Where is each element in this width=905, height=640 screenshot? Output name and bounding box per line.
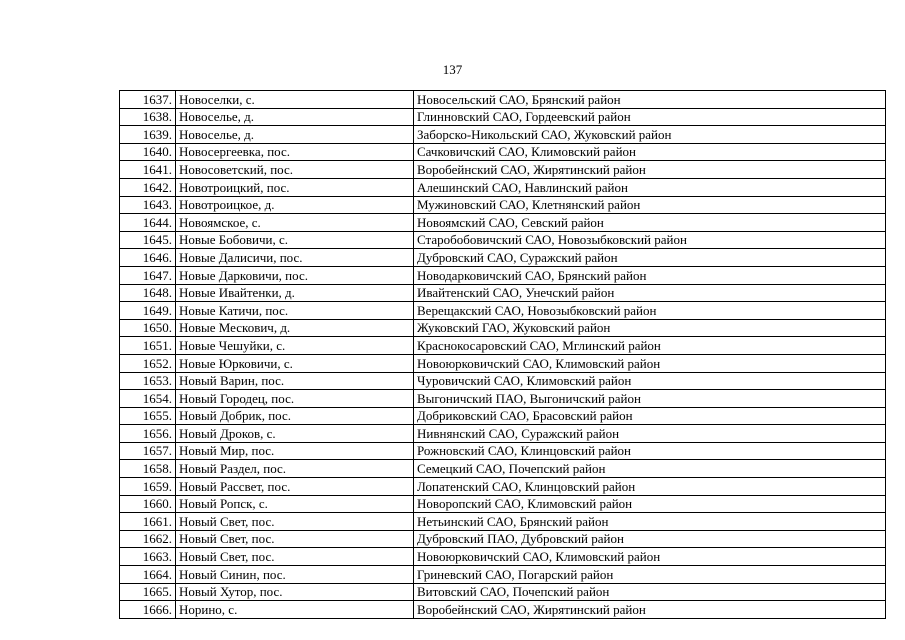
settlement-name: Новотроицкий, пос. — [176, 178, 414, 196]
table-row — [120, 126, 886, 144]
table-row — [120, 143, 886, 161]
table-row — [120, 407, 886, 425]
row-number: 1661. — [120, 513, 176, 531]
table-row — [120, 196, 886, 214]
administrative-unit: Дубровский ПАО, Дубровский район — [414, 530, 886, 548]
table-row — [120, 108, 886, 126]
settlement-name: Новоямское, с. — [176, 214, 414, 232]
table-row — [120, 319, 886, 337]
table-row — [120, 513, 886, 531]
table-row — [120, 425, 886, 443]
row-number: 1648. — [120, 284, 176, 302]
administrative-unit: Краснокосаровский САО, Мглинский район — [414, 337, 886, 355]
row-number: 1664. — [120, 566, 176, 584]
row-number: 1649. — [120, 302, 176, 320]
row-number: 1665. — [120, 583, 176, 601]
administrative-unit: Заборско-Никольский САО, Жуковский район — [414, 126, 886, 144]
row-number: 1641. — [120, 161, 176, 179]
administrative-unit: Новоропский САО, Климовский район — [414, 495, 886, 513]
table-row — [120, 495, 886, 513]
row-number: 1643. — [120, 196, 176, 214]
settlement-name: Новый Ропск, с. — [176, 495, 414, 513]
table-row — [120, 530, 886, 548]
row-number: 1642. — [120, 178, 176, 196]
row-number: 1652. — [120, 354, 176, 372]
settlement-name: Новоселье, д. — [176, 126, 414, 144]
administrative-unit: Нивнянский САО, Суражский район — [414, 425, 886, 443]
settlement-name: Новый Свет, пос. — [176, 548, 414, 566]
settlement-name: Новые Катичи, пос. — [176, 302, 414, 320]
administrative-unit: Новоямский САО, Севский район — [414, 214, 886, 232]
settlement-name: Новый Варин, пос. — [176, 372, 414, 390]
settlement-name: Новый Хутор, пос. — [176, 583, 414, 601]
administrative-unit: Воробейнский САО, Жирятинский район — [414, 601, 886, 619]
row-number: 1644. — [120, 214, 176, 232]
settlement-name: Новые Дарковичи, пос. — [176, 266, 414, 284]
table-row — [120, 601, 886, 619]
settlement-name: Новые Бобовичи, с. — [176, 231, 414, 249]
row-number: 1653. — [120, 372, 176, 390]
administrative-unit: Мужиновский САО, Клетнянский район — [414, 196, 886, 214]
row-number: 1658. — [120, 460, 176, 478]
settlement-name: Норино, с. — [176, 601, 414, 619]
administrative-unit: Глинновский САО, Гордеевский район — [414, 108, 886, 126]
settlement-name: Новые Далисичи, пос. — [176, 249, 414, 267]
settlement-name: Новый Раздел, пос. — [176, 460, 414, 478]
row-number: 1645. — [120, 231, 176, 249]
administrative-unit: Лопатенский САО, Клинцовский район — [414, 478, 886, 496]
row-number: 1659. — [120, 478, 176, 496]
settlement-name: Новые Ивайтенки, д. — [176, 284, 414, 302]
row-number: 1646. — [120, 249, 176, 267]
table-row — [120, 231, 886, 249]
administrative-unit: Добриковский САО, Брасовский район — [414, 407, 886, 425]
row-number: 1663. — [120, 548, 176, 566]
row-number: 1650. — [120, 319, 176, 337]
row-number: 1639. — [120, 126, 176, 144]
table-row — [120, 390, 886, 408]
table-row — [120, 284, 886, 302]
table-row — [120, 566, 886, 584]
administrative-unit: Дубровский САО, Суражский район — [414, 249, 886, 267]
administrative-unit: Новодарковичский САО, Брянский район — [414, 266, 886, 284]
row-number: 1651. — [120, 337, 176, 355]
row-number: 1637. — [120, 91, 176, 109]
table-row — [120, 91, 886, 109]
administrative-unit: Чуровичский САО, Климовский район — [414, 372, 886, 390]
administrative-unit: Новоюрковичский САО, Климовский район — [414, 354, 886, 372]
table-row — [120, 442, 886, 460]
administrative-unit: Старобобовичский САО, Новозыбковский район — [414, 231, 886, 249]
settlement-name: Новый Добрик, пос. — [176, 407, 414, 425]
settlement-name: Новый Свет, пос. — [176, 530, 414, 548]
table-row — [120, 178, 886, 196]
administrative-unit: Верещакский САО, Новозыбковский район — [414, 302, 886, 320]
row-number: 1657. — [120, 442, 176, 460]
settlement-name: Новый Синин, пос. — [176, 566, 414, 584]
row-number: 1666. — [120, 601, 176, 619]
row-number: 1647. — [120, 266, 176, 284]
administrative-unit: Ивайтенский САО, Унечский район — [414, 284, 886, 302]
settlement-name: Новосергеевка, пос. — [176, 143, 414, 161]
table-row — [120, 460, 886, 478]
row-number: 1638. — [120, 108, 176, 126]
settlement-name: Новотроицкое, д. — [176, 196, 414, 214]
administrative-unit: Выгоничский ПАО, Выгоничский район — [414, 390, 886, 408]
table-row — [120, 337, 886, 355]
table-row — [120, 583, 886, 601]
administrative-unit: Гриневский САО, Погарский район — [414, 566, 886, 584]
administrative-unit: Сачковичский САО, Климовский район — [414, 143, 886, 161]
administrative-unit: Алешинский САО, Навлинский район — [414, 178, 886, 196]
settlement-name: Новый Городец, пос. — [176, 390, 414, 408]
administrative-unit: Жуковский ГАО, Жуковский район — [414, 319, 886, 337]
table-row — [120, 478, 886, 496]
settlement-name: Новые Мескович, д. — [176, 319, 414, 337]
administrative-unit: Воробейнский САО, Жирятинский район — [414, 161, 886, 179]
administrative-unit: Семецкий САО, Почепский район — [414, 460, 886, 478]
table-row — [120, 548, 886, 566]
settlement-name: Новый Дроков, с. — [176, 425, 414, 443]
settlement-name: Новосоветский, пос. — [176, 161, 414, 179]
table-body — [120, 91, 886, 619]
table-row — [120, 354, 886, 372]
administrative-unit: Рожновский САО, Клинцовский район — [414, 442, 886, 460]
table-row — [120, 214, 886, 232]
table-row — [120, 302, 886, 320]
administrative-unit: Нетьинский САО, Брянский район — [414, 513, 886, 531]
table-row — [120, 372, 886, 390]
table-row — [120, 161, 886, 179]
table-row — [120, 249, 886, 267]
row-number: 1640. — [120, 143, 176, 161]
settlement-name: Новый Свет, пос. — [176, 513, 414, 531]
settlement-name: Новые Чешуйки, с. — [176, 337, 414, 355]
settlement-name: Новоселье, д. — [176, 108, 414, 126]
settlements-table — [119, 90, 886, 619]
row-number: 1662. — [120, 530, 176, 548]
settlement-name: Новоселки, с. — [176, 91, 414, 109]
row-number: 1660. — [120, 495, 176, 513]
row-number: 1654. — [120, 390, 176, 408]
administrative-unit: Новоюрковичский САО, Климовский район — [414, 548, 886, 566]
settlement-name: Новый Рассвет, пос. — [176, 478, 414, 496]
row-number: 1655. — [120, 407, 176, 425]
page-number: 137 — [442, 62, 463, 77]
administrative-unit: Витовский САО, Почепский район — [414, 583, 886, 601]
row-number: 1656. — [120, 425, 176, 443]
table-row — [120, 266, 886, 284]
settlement-name: Новый Мир, пос. — [176, 442, 414, 460]
administrative-unit: Новосельский САО, Брянский район — [414, 91, 886, 109]
settlement-name: Новые Юрковичи, с. — [176, 354, 414, 372]
